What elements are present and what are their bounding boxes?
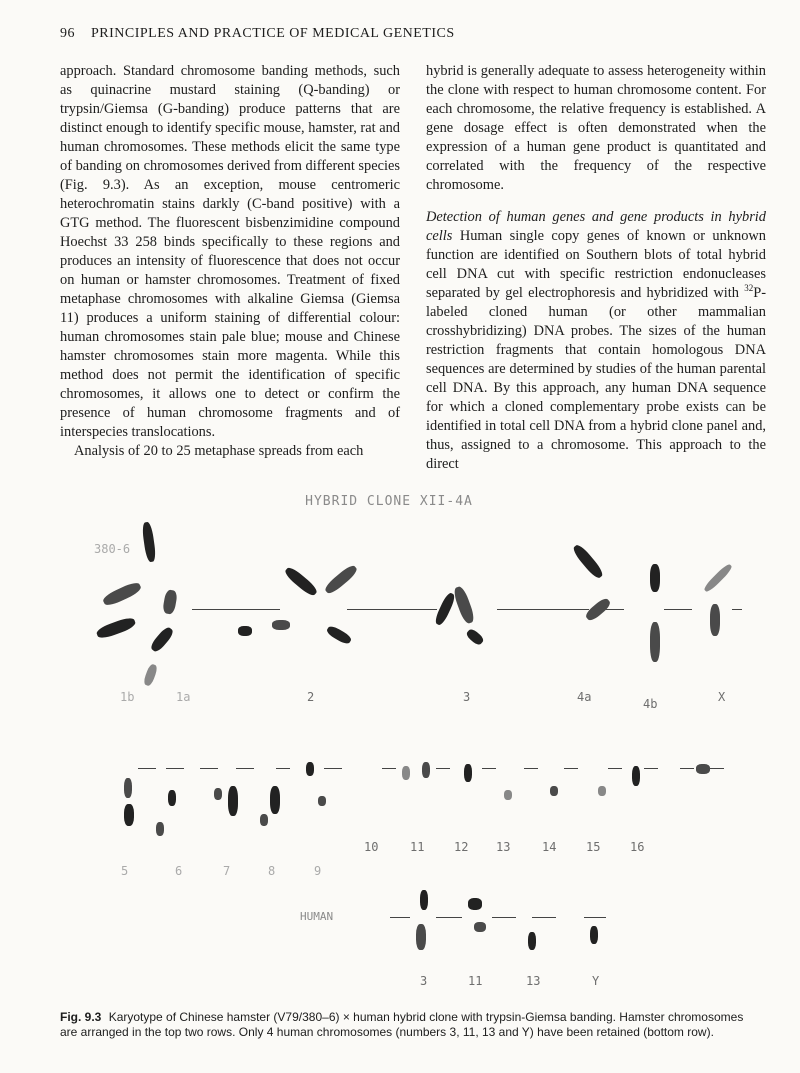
chromosome-16-b: [696, 764, 710, 774]
chromosome-x-b: [710, 604, 720, 636]
row-1-line-b: [347, 609, 437, 610]
left-paragraph-1: approach. Standard chromosome banding methods, such as quinacrine mustard staining (Q-banding) or trypsin/Giemsa (G-banding) produce patterns that are distinct enough to identify specific mouse, hamster, rat and human chromosomes. These methods elicit the same type of banding on chromosomes derived from different species (Fig. 9.3). As an exception, mouse centromeric heterochromatin stains darkly (C-band positive) with a GTG method. The fluorescent bisbenzimidine compound Hoechst 33 258 binds specifically to these regions and produces an intensity of fluorescence that does not occur on human or hamster chromosomes. Treatment of fixed metaphase chromosomes with alkaline Giemsa (Giemsa 11) produces a uniform staining of differential colour: human chromosomes stain pale blue; mouse and Chinese hamster chromosomes stain more magenta. While this method does not permit the identification of specific chromosomes, it allows one to detect or confirm the presence of human chromosome fragments and of interspecies translocations.: [60, 63, 400, 440]
human-chromosome-3-b: [416, 924, 426, 950]
human-chromosome-11-a: [468, 898, 482, 910]
chromosome-9-b: [318, 796, 326, 806]
left-paragraph-2: Analysis of 20 to 25 metaphase spreads from each: [74, 443, 364, 459]
chromosome-2-d: [272, 620, 290, 630]
label-2: 2: [307, 690, 315, 704]
human-line-a: [390, 917, 410, 918]
row-2-line-h: [436, 768, 450, 769]
chromosome-1b-b: [101, 580, 142, 608]
label-5: 5: [121, 864, 129, 878]
label-11: 11: [410, 840, 425, 854]
row-2-line-i: [482, 768, 496, 769]
section-heading: Detection of human genes and gene products in hybrid cells: [426, 209, 766, 244]
chromosome-x-a: [702, 562, 733, 593]
row-2-line-g: [382, 768, 396, 769]
chromosome-1a-b: [149, 625, 175, 654]
human-label-3: 3: [420, 974, 428, 988]
label-8: 8: [268, 864, 276, 878]
label-10: 10: [364, 840, 379, 854]
row-2-line-f: [324, 768, 342, 769]
label-12: 12: [454, 840, 469, 854]
chromosome-10: [402, 766, 410, 780]
row-1-line-e: [664, 609, 692, 610]
label-x: X: [718, 690, 726, 704]
chromosome-5-a: [124, 778, 132, 798]
right-paragraph-2-text-b: P-labeled cloned human (or other mammalian crosshybridizing) DNA probes. The sizes of the human restriction fragments that contain homologous DNA sequences are determined by studies of the human parental cell DNA. By this approach, any human DNA sequence for which a cloned complementary probe exists can be identified in total cell DNA from a hybrid clone panel and, thus, assigned to a chromosome. This approach to the direct: [426, 285, 766, 472]
label-7: 7: [223, 864, 231, 878]
label-16: 16: [630, 840, 645, 854]
row-2-line-j: [524, 768, 538, 769]
label-15: 15: [586, 840, 601, 854]
running-title: PRINCIPLES AND PRACTICE OF MEDICAL GENETICS: [91, 26, 455, 41]
human-chromosome-y: [590, 926, 598, 944]
chromosome-4b-b: [650, 622, 660, 662]
chromosome-14: [550, 786, 558, 796]
isotope-superscript: 32: [744, 283, 754, 294]
left-column: [60, 62, 400, 461]
chromosome-2-a: [283, 565, 319, 598]
row-2-line-c: [200, 768, 218, 769]
human-label-11: 11: [468, 974, 483, 988]
figure-caption: [60, 1010, 760, 1040]
row-1-line-d: [604, 609, 624, 610]
human-line-c: [492, 917, 516, 918]
human-label: HUMAN: [300, 910, 334, 923]
cell-line-label: 380-6: [94, 542, 131, 556]
row-1-line-f: [732, 609, 742, 610]
chromosome-2-b: [323, 563, 359, 596]
chromosome-6-b: [156, 822, 164, 836]
chromosome-7-b: [214, 788, 222, 800]
chromosome-2-c: [238, 626, 252, 636]
chromosome-5-b: [124, 804, 134, 826]
row-2-line-e: [276, 768, 290, 769]
row-2-line-k: [564, 768, 578, 769]
label-9: 9: [314, 864, 322, 878]
human-chromosome-11-b: [474, 922, 486, 932]
chromosome-15: [598, 786, 606, 796]
right-paragraph-2: [426, 208, 766, 474]
label-4b: 4b: [643, 697, 658, 711]
chromosome-8-b: [260, 814, 268, 826]
label-14: 14: [542, 840, 557, 854]
karyotype-figure: [64, 494, 744, 994]
human-label-y: Y: [592, 974, 600, 988]
chromosome-12: [464, 764, 472, 782]
human-line-b: [436, 917, 462, 918]
chromosome-4a-a: [571, 543, 605, 581]
row-2-line-l: [608, 768, 622, 769]
row-1-line-c: [497, 609, 589, 610]
running-head: [60, 26, 760, 42]
chromosome-2-e: [325, 624, 353, 646]
chromosome-3-b: [452, 585, 476, 625]
right-paragraph-2-text-a: Human single copy genes of known or unknown function are identified on Southern blots of total hybrid cell DNA cut with specific restriction endonucleases separated by gel electrophoresis and hybridized with: [426, 228, 766, 301]
figure-title: HYBRID CLONE XII-4A: [305, 494, 473, 509]
chromosome-9-a: [306, 762, 314, 776]
chromosome-1a-c: [143, 663, 159, 687]
chromosome-3-c: [465, 627, 485, 646]
row-2-line-n: [680, 768, 694, 769]
human-chromosome-13: [528, 932, 536, 950]
chromosome-1a-a: [162, 589, 178, 615]
chromosome-16-a: [632, 766, 640, 786]
human-label-13: 13: [526, 974, 541, 988]
label-3: 3: [463, 690, 471, 704]
row-2-line-d: [236, 768, 254, 769]
label-13: 13: [496, 840, 511, 854]
row-1-line-a: [192, 609, 280, 610]
human-line-d: [532, 917, 556, 918]
row-2-line-a: [138, 768, 156, 769]
page-number: 96: [60, 26, 75, 41]
row-2-line-b: [166, 768, 184, 769]
chromosome-13: [504, 790, 512, 800]
caption-text: Karyotype of Chinese hamster (V79/380–6) × human hybrid clone with trypsin-Giemsa banding. Hamster chromosomes are arranged in the top two rows. Only 4 human chromosomes (numbers 3, 11, 13 and Y) have been retained (bottom row).: [60, 1010, 744, 1039]
label-1a: 1a: [176, 690, 191, 704]
human-chromosome-3-a: [420, 890, 428, 910]
row-2-line-o: [710, 768, 724, 769]
label-4a: 4a: [577, 690, 592, 704]
chromosome-1b-c: [95, 616, 137, 641]
figure-number: Fig. 9.3: [60, 1010, 102, 1024]
chromosome-8-a: [270, 786, 280, 814]
chromosome-4b-a: [650, 564, 660, 592]
label-6: 6: [175, 864, 183, 878]
right-column: [426, 62, 766, 474]
right-paragraph-1: hybrid is generally adequate to assess heterogeneity within the clone with respect to human chromosome content. For each chromosome, the relative frequency is established. A gene dosage effect is often demonstrated when the expression of a human gene product is quantitated and correlated with the frequency of the respective chromosome.: [426, 63, 766, 193]
chromosome-11: [422, 762, 430, 778]
label-1b: 1b: [120, 690, 135, 704]
chromosome-1b-a: [141, 521, 156, 562]
row-2-line-m: [644, 768, 658, 769]
chromosome-7-a: [228, 786, 238, 816]
chromosome-6-a: [168, 790, 176, 806]
human-line-e: [584, 917, 606, 918]
